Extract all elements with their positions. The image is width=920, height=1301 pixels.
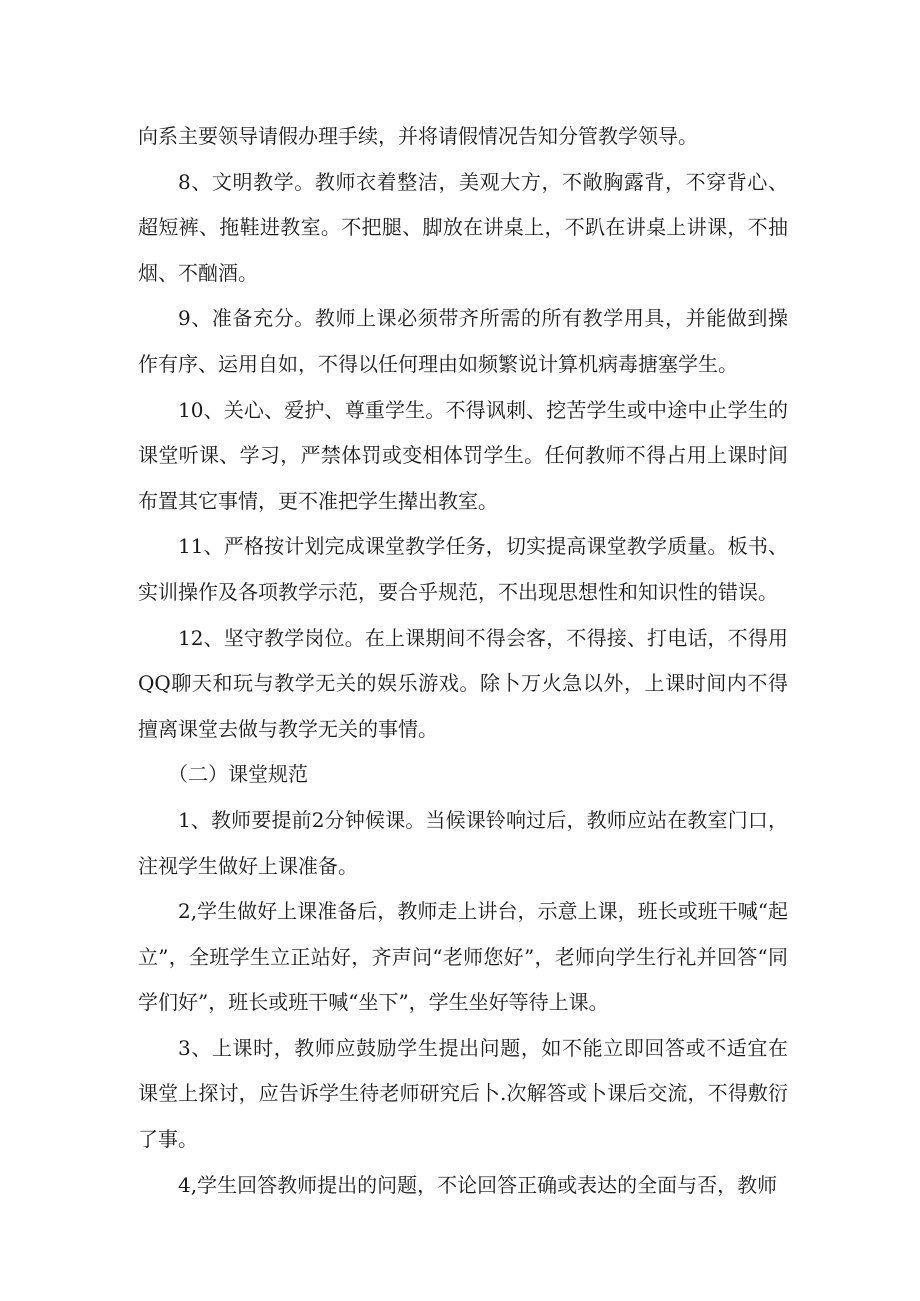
paragraph-item-12: 12、坚守教学岗位。在上课期间不得会客，不得接、打电话，不得用QQ聊天和玩与教学无关的娱乐游戏。除卜万火急以外，上课时间内不得擅离课堂去做与教学无关的事情。 (138, 625, 788, 741)
paragraph-rule-4: 4,学生回答教师提出的问题，不论回答正确或表达的全面与否，教师 (178, 1172, 778, 1197)
document-body (138, 114, 788, 1208)
paragraph-continuation: 向系主要领导请假办理手续，并将请假情况告知分管教学领导。 (138, 124, 698, 148)
paragraph-rule-2: 2,学生做好上课准备后，教师走上讲台，示意上课，班长或班干喊“起立”，全班学生立正站好，齐声问“老师您好”，老师向学生行礼并回答“同学们好”，班长或班干喊“坐下”，学生坐好等待上课。 (138, 899, 788, 1015)
paragraph-item-8: 8、文明教学。教师衣着整洁，美观大方，不敞胸露背，不穿背心、超短裤、拖鞋进教室。不把腿、脚放在讲桌上，不趴在讲桌上讲课，不抽烟、不酗酒。 (138, 169, 788, 285)
paragraph-item-9: 9、准备充分。教师上课必须带齐所需的所有教学用具，并能做到操作有序、运用自如，不得以任何理由如频繁说计算机病毒搪塞学生。 (138, 306, 788, 376)
section-heading: （二）课堂规范 (168, 762, 308, 787)
paragraph-item-11: 11、严格按计划完成课堂教学任务，切实提高课堂教学质量。板书、实训操作及各项教学示范，要合乎规范，不出现思想性和知识性的错误。 (138, 534, 788, 604)
paragraph-item-10: 10、关心、爱护、尊重学生。不得讽刺、挖苦学生或中途中止学生的课堂听课、学习，严禁体罚或变相体罚学生。任何教师不得占用上课时间布置其它事情，更不准把学生撵出教室。 (138, 397, 788, 513)
paragraph-rule-1: 1、教师要提前2分钟候课。当候课铃响过后，教师应站在教室门口，注视学生做好上课准备。 (138, 807, 788, 878)
paragraph-rule-3: 3、上课时，教师应鼓励学生提出问题，如不能立即回答或不适宜在课堂上探讨，应告诉学生待老师研究后卜.次解答或卜课后交流，不得敷衍了事。 (138, 1035, 788, 1152)
